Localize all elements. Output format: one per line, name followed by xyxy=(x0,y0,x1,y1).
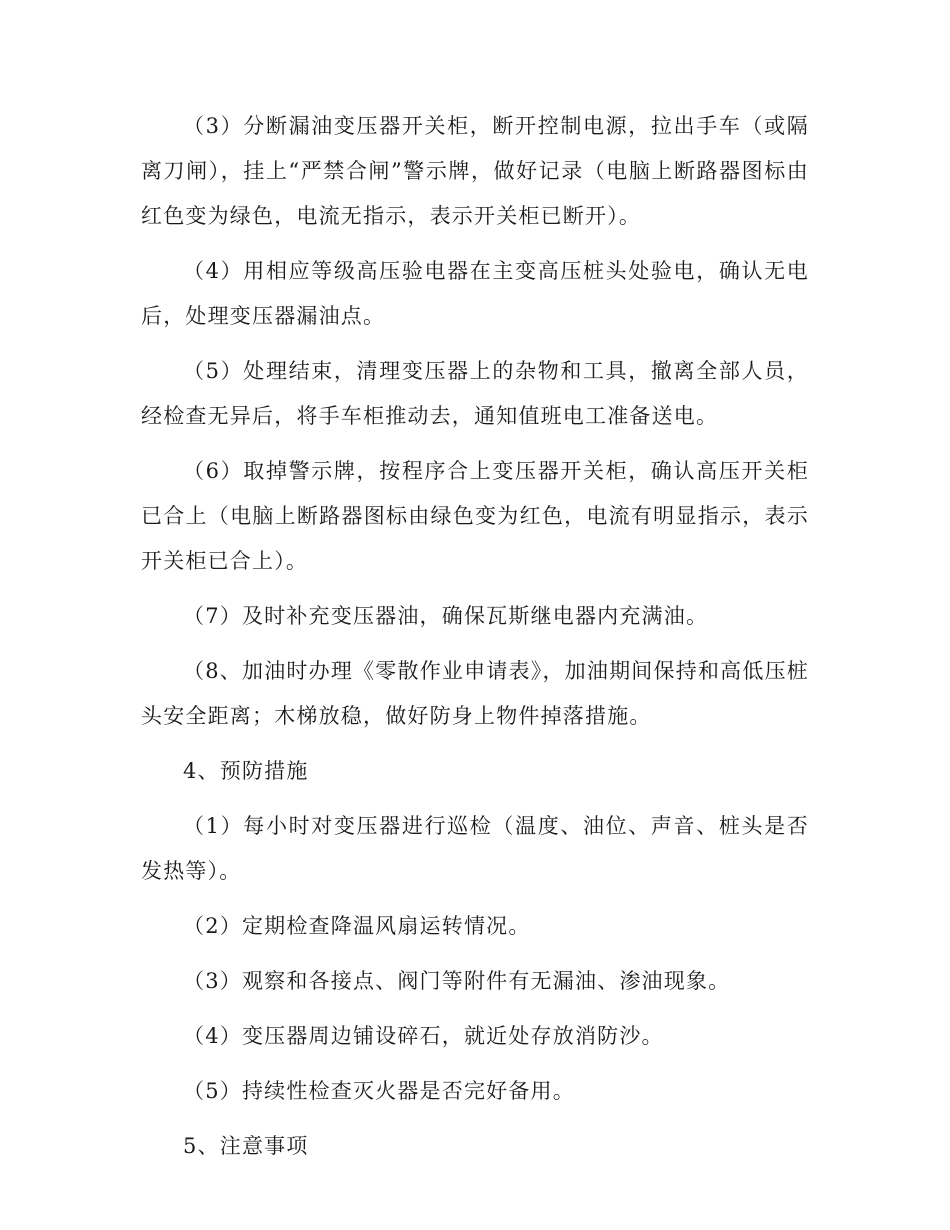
paragraph-prevention-2: （2）定期检查降温风扇运转情况。 xyxy=(183,914,531,938)
paragraph-prevention-4: （4）变压器周边铺设碎石，就近处存放消防沙。 xyxy=(183,1024,664,1048)
section-heading-notes: 5、注意事项 xyxy=(183,1134,309,1158)
section-heading-prevention: 4、预防措施 xyxy=(183,759,309,783)
paragraph-step-4: （4）用相应等级高压验电器在主变高压桩头处验电，确认无电后，处理变压器漏油点。 xyxy=(141,259,809,328)
document-body xyxy=(141,104,809,1179)
paragraph-step-8: （8、加油时办理《零散作业申请表》，加油期间保持和高低压桩头安全距离；木梯放稳，做好防身上物件掉落措施。 xyxy=(141,659,809,728)
paragraph-step-5: （5）处理结束，清理变压器上的杂物和工具，撤离全部人员，经检查无异后，将手车柜推动去，通知值班电工准备送电。 xyxy=(141,359,809,428)
paragraph-step-6: （6）取掉警示牌，按程序合上变压器开关柜，确认高压开关柜已合上（电脑上断路器图标由绿色变为红色，电流有明显指示，表示开关柜已合上）。 xyxy=(141,459,809,573)
paragraph-step-7: （7）及时补充变压器油，确保瓦斯继电器内充满油。 xyxy=(183,604,709,628)
paragraph-prevention-3: （3）观察和各接点、阀门等附件有无漏油、渗油现象。 xyxy=(183,969,731,993)
paragraph-prevention-5: （5）持续性检查灭火器是否完好备用。 xyxy=(183,1079,575,1103)
paragraph-step-3: （3）分断漏油变压器开关柜，断开控制电源，拉出手车（或隔离刀闸），挂上“严禁合闸”警示牌，做好记录（电脑上断路器图标由红色变为绿色，电流无指示，表示开关柜已断开）。 xyxy=(141,114,809,228)
paragraph-prevention-1: （1）每小时对变压器进行巡检（温度、油位、声音、桩头是否发热等）。 xyxy=(141,814,809,883)
